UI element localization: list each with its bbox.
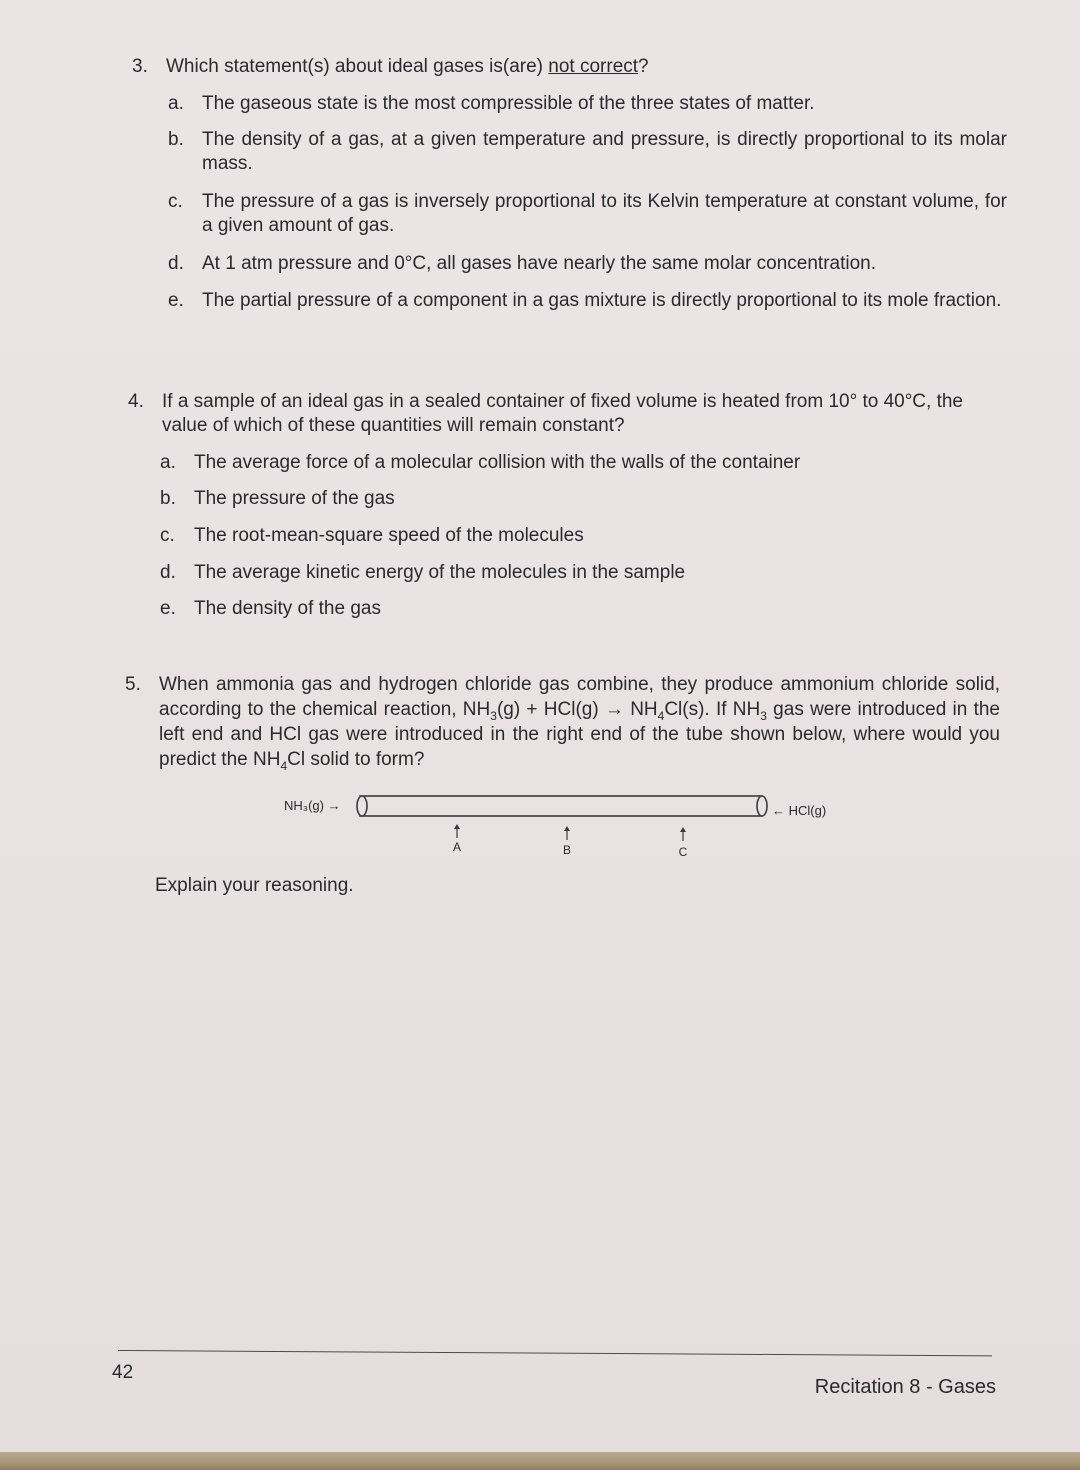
choice-letter: e. — [160, 598, 176, 619]
tube-diagram — [280, 790, 860, 865]
choice-item — [132, 289, 1007, 313]
question-5-stem — [125, 672, 1000, 772]
choice-letter: d. — [160, 562, 176, 583]
choice-letter: e. — [168, 290, 184, 311]
marker-b — [563, 826, 571, 857]
choice-letter: d. — [168, 253, 184, 274]
choice-item — [128, 597, 1004, 621]
choice-text: The average force of a molecular collision with the walls of the container — [194, 452, 801, 473]
choice-letter: b. — [160, 488, 176, 509]
choice-text: The density of a gas, at a given temperature and pressure, is directly proportional to its molar mass. — [202, 129, 1007, 174]
choice-text: The gaseous state is the most compressible of the three states of matter. — [202, 93, 815, 114]
tube-right-end — [757, 796, 767, 816]
explain-prompt: Explain your reasoning. — [155, 875, 354, 896]
question-4-stem-text: If a sample of an ideal gas in a sealed container of fixed volume is heated from 10° to 40°C, the value of which of these quantities will remain constant? — [162, 391, 963, 436]
arrow-head — [564, 826, 570, 831]
question-4 — [128, 390, 1004, 621]
choice-text: The pressure of the gas — [194, 488, 395, 509]
choice-letter: b. — [168, 129, 184, 150]
choice-text: The root-mean-square speed of the molecules — [194, 525, 584, 546]
choice-letter: a. — [168, 93, 184, 114]
choice-text: The average kinetic energy of the molecules in the sample — [194, 562, 686, 583]
stem-text: Cl solid to form? — [287, 749, 425, 770]
question-3-stem-emphasis: not correct — [548, 56, 639, 77]
page-number: 42 — [112, 1362, 134, 1383]
footer-title: Recitation 8 - Gases — [814, 1376, 996, 1398]
choice-item — [128, 487, 1004, 511]
question-number: 3. — [132, 56, 148, 77]
page-edge — [0, 1452, 1080, 1470]
question-4-choices — [128, 451, 1004, 621]
question-3 — [132, 55, 1007, 313]
stem-text: (g) + HCl(g) → NH — [496, 699, 658, 720]
subscript: 4 — [657, 708, 665, 723]
stem-text: Cl(s). If NH — [664, 699, 761, 720]
arrow-head — [454, 824, 460, 829]
marker-a — [453, 824, 461, 854]
choice-item — [132, 92, 1007, 116]
choice-item — [132, 128, 1007, 176]
marker-c — [679, 827, 688, 859]
tube-body — [360, 796, 762, 816]
choice-item — [132, 190, 1007, 238]
choice-letter: c. — [160, 525, 175, 546]
marker-label: C — [678, 845, 688, 859]
right-gas-label: ← HCl(g) — [772, 803, 827, 818]
question-3-stem — [132, 55, 1007, 79]
question-3-stem-end: ? — [638, 56, 649, 77]
choice-item — [128, 451, 1004, 475]
marker-label: B — [562, 843, 572, 857]
left-gas-label: NH₃(g) → — [284, 798, 341, 813]
stem-text: When ammonia gas and hydrogen chloride gas combine, they produce ammonium chloride solid, according to the chemical reaction, NH — [159, 674, 1000, 720]
choice-item — [128, 561, 1004, 585]
footer-divider — [118, 1350, 992, 1356]
subscript: 3 — [760, 708, 767, 723]
choice-item — [128, 524, 1004, 548]
choice-letter: c. — [168, 191, 183, 212]
choice-text: The pressure of a gas is inversely proportional to its Kelvin temperature at constant volume, for a given amount of gas. — [202, 191, 1007, 236]
question-number: 5. — [125, 674, 141, 695]
choice-text: The partial pressure of a component in a gas mixture is directly proportional to its mole fraction. — [202, 290, 1002, 311]
tube-left-end — [357, 796, 367, 816]
choice-text: The density of the gas — [194, 598, 381, 619]
stem-text: gas were introduced in the left end and HCl gas were introduced in the right end of the tube shown below, where would you predict the NH — [159, 699, 1000, 770]
arrow-head — [680, 827, 686, 832]
choice-letter: a. — [160, 452, 176, 473]
subscript: 4 — [280, 758, 288, 773]
choice-text: At 1 atm pressure and 0°C, all gases have nearly the same molar concentration. — [202, 253, 876, 274]
marker-label: A — [452, 840, 462, 854]
question-3-stem-text: Which statement(s) about ideal gases is(are) — [166, 56, 549, 77]
question-3-choices — [132, 92, 1007, 313]
question-number: 4. — [128, 391, 144, 412]
question-4-stem — [128, 390, 1004, 438]
choice-item — [132, 252, 1007, 276]
question-5 — [125, 672, 1000, 772]
subscript: 3 — [490, 708, 497, 723]
